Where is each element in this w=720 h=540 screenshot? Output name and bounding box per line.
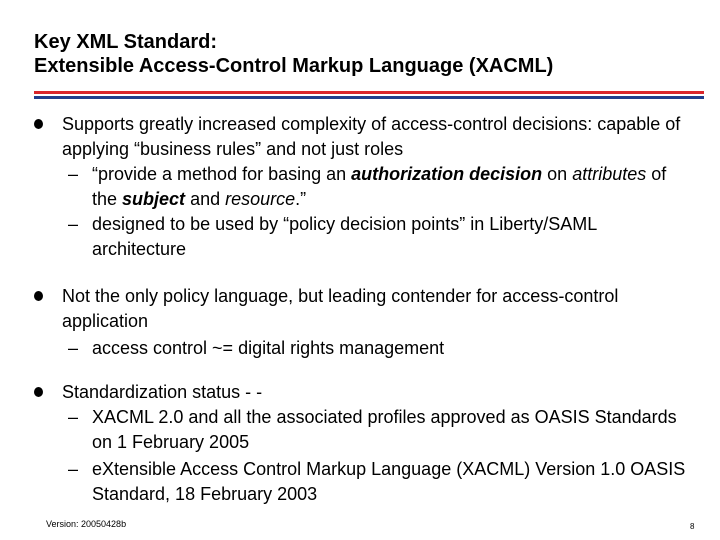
dash-icon: – — [68, 164, 79, 184]
dash-icon: – — [68, 214, 79, 234]
sub-bullet-text: access control ~= digital rights management — [92, 338, 445, 358]
bullet-item — [34, 284, 694, 361]
slide-title — [34, 30, 553, 78]
bullet-item — [34, 112, 694, 262]
text-run: on — [542, 164, 573, 184]
dash-icon: – — [68, 407, 79, 427]
bullet-dot-icon — [34, 291, 43, 301]
text-run: of the — [92, 164, 667, 209]
sub-bullet-text: eXtensible Access Control Markup Language (XACML) Version 1.0 OASIS Standard, 18 February 2003 — [92, 459, 686, 504]
sub-bullet-text: designed to be used by “policy decision points” in Liberty/SAML architecture — [92, 214, 597, 259]
slide-title-line-2: Extensible Access-Control Markup Language (XACML) — [34, 55, 554, 77]
bullet-text: Standardization status - - — [62, 382, 263, 402]
text-run: and — [185, 189, 226, 209]
dash-icon: – — [68, 459, 79, 479]
version-label: Version: 20050428b — [46, 519, 127, 529]
sub-bullet-item — [68, 162, 694, 212]
text-run: .” — [295, 189, 307, 209]
sub-bullet-item — [68, 212, 694, 262]
sub-bullet-text: XACML 2.0 and all the associated profiles approved as OASIS Standards on 1 February 2005 — [92, 407, 677, 452]
bullet-item — [34, 380, 694, 507]
title-divider-blue — [34, 96, 704, 99]
bullet-text: Not the only policy language, but leading contender for access-control application — [62, 286, 619, 331]
text-run: “provide a method for basing an — [92, 164, 352, 184]
sub-bullet-item — [68, 336, 694, 361]
sub-bullet-item — [68, 457, 694, 507]
page-number: 8 — [690, 522, 695, 531]
bullet-dot-icon — [34, 119, 43, 129]
slide-title-line-1: Key XML Standard: — [34, 31, 217, 53]
dash-icon: – — [68, 338, 79, 358]
emphasis-attributes: attributes — [572, 164, 647, 184]
sub-bullet-text — [92, 164, 666, 209]
emphasis-subject: subject — [122, 189, 186, 209]
emphasis-authorization-decision: authorization decision — [351, 164, 543, 184]
bullet-dot-icon — [34, 387, 43, 397]
title-divider-red — [34, 91, 704, 94]
bullet-text: Supports greatly increased complexity of access-control decisions: capable of applying “business rules” and not just roles — [62, 114, 681, 159]
sub-bullet-item — [68, 405, 694, 455]
emphasis-resource: resource — [225, 189, 296, 209]
